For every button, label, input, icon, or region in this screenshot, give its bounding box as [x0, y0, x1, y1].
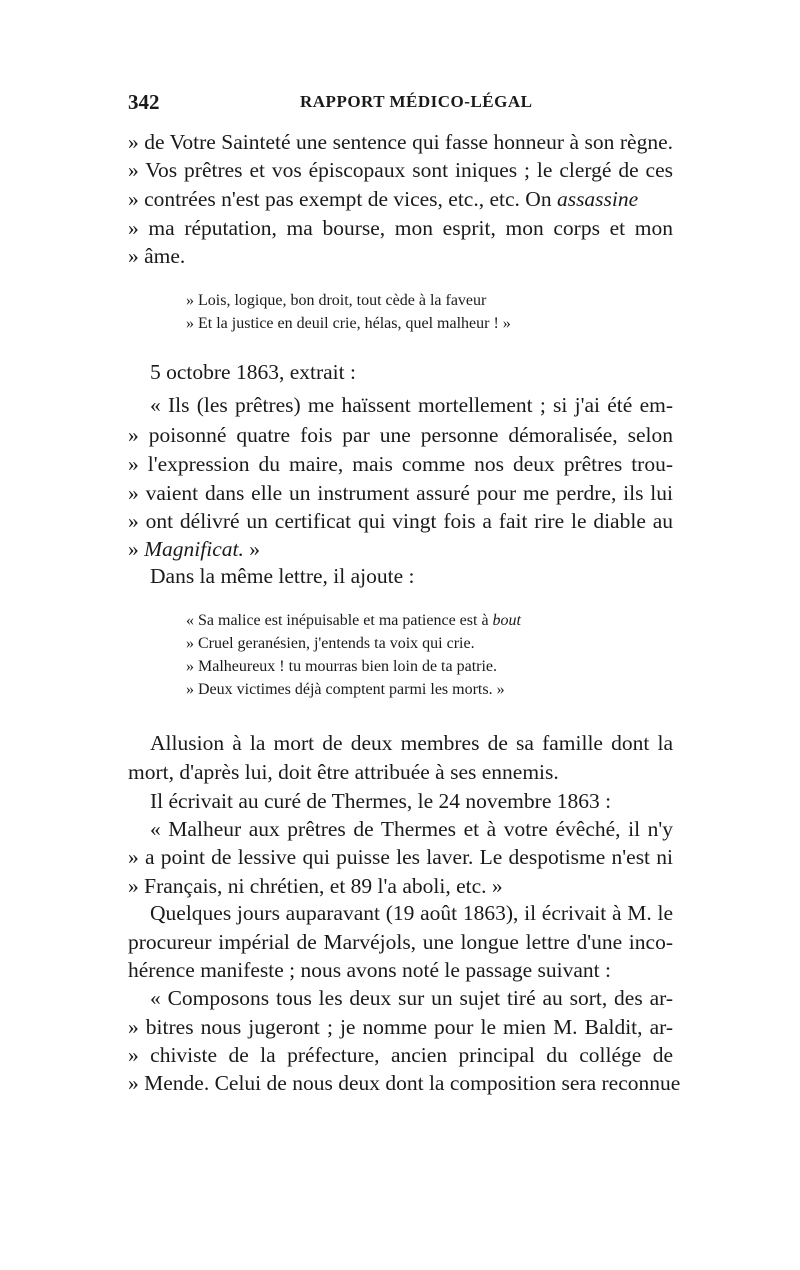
text-line: [128, 535, 673, 563]
text-line: » poisonné quatre fois par une personne démoralisée, selon: [128, 423, 673, 447]
text-line: « Ils (les prêtres) me haïssent mortellement ; si j'ai été em-: [150, 393, 673, 417]
text-line: Quelques jours auparavant (19 août 1863), il écrivait à M. le: [150, 901, 673, 925]
text-line: Il écrivait au curé de Thermes, le 24 novembre 1863 :: [150, 789, 612, 813]
text-line: procureur impérial de Marvéjols, une longue lettre d'une inco-: [128, 930, 673, 954]
verse-line: » Malheureux ! tu mourras bien loin de ta patrie.: [186, 658, 498, 675]
text-line: 5 octobre 1863, extrait :: [150, 360, 356, 384]
text-line: » a point de lessive qui puisse les laver. Le despotisme n'est ni: [128, 845, 673, 869]
text-line: » chiviste de la préfecture, ancien principal du collége de: [128, 1043, 673, 1067]
text-run: » contrées n'est pas exempt de vices, etc., etc. On: [128, 187, 557, 211]
italic-word: assassine: [556, 187, 639, 211]
text-line: mort, d'après lui, doit être attribuée à ses ennemis.: [128, 760, 559, 784]
italic-word: Magnificat.: [144, 537, 244, 561]
text-run: « Sa malice est inépuisable et ma patience est à: [186, 612, 493, 629]
running-head: RAPPORT MÉDICO-LÉGAL: [300, 92, 533, 111]
verse-line: » Et la justice en deuil crie, hélas, quel malheur ! »: [186, 315, 511, 332]
text-line: » ma réputation, ma bourse, mon esprit, mon corps et mon: [128, 216, 673, 240]
text-line: [128, 185, 673, 213]
text-line: « Malheur aux prêtres de Thermes et à votre évêché, il n'y: [150, 817, 673, 841]
text-line: hérence manifeste ; nous avons noté le passage suivant :: [128, 958, 612, 982]
text-line: Allusion à la mort de deux membres de sa famille dont la: [150, 731, 673, 755]
text-line: » Vos prêtres et vos épiscopaux sont iniques ; le clergé de ces: [128, 158, 673, 182]
text-line: » bitres nous jugeront ; je nomme pour le mien M. Baldit, ar-: [128, 1015, 673, 1039]
text-line: » l'expression du maire, mais comme nos deux prêtres trou-: [128, 452, 673, 476]
page-number: 342: [128, 90, 160, 114]
text-line: » Français, ni chrétien, et 89 l'a aboli, etc. »: [128, 874, 503, 898]
verse-line: » Cruel geranésien, j'entends ta voix qui crie.: [186, 635, 475, 652]
text-line: » de Votre Sainteté une sentence qui fasse honneur à son règne.: [128, 130, 673, 154]
italic-word: bout: [492, 612, 521, 629]
page-header: [128, 90, 673, 120]
text-run: »: [243, 537, 260, 561]
text-line: » âme.: [128, 244, 186, 268]
text-line: » ont délivré un certificat qui vingt fois a fait rire le diable au: [128, 509, 673, 533]
text-line: « Composons tous les deux sur un sujet tiré au sort, des ar-: [150, 986, 673, 1010]
verse-line: » Deux victimes déjà comptent parmi les morts. »: [186, 681, 505, 698]
text-line: » Mende. Celui de nous deux dont la composition sera reconnue: [128, 1071, 681, 1095]
text-line: Dans la même lettre, il ajoute :: [150, 564, 415, 588]
verse-line: [186, 610, 521, 632]
text-run: »: [128, 537, 145, 561]
text-line: » vaient dans elle un instrument assuré pour me perdre, ils lui: [128, 481, 673, 505]
verse-line: » Lois, logique, bon droit, tout cède à la faveur: [186, 292, 487, 309]
